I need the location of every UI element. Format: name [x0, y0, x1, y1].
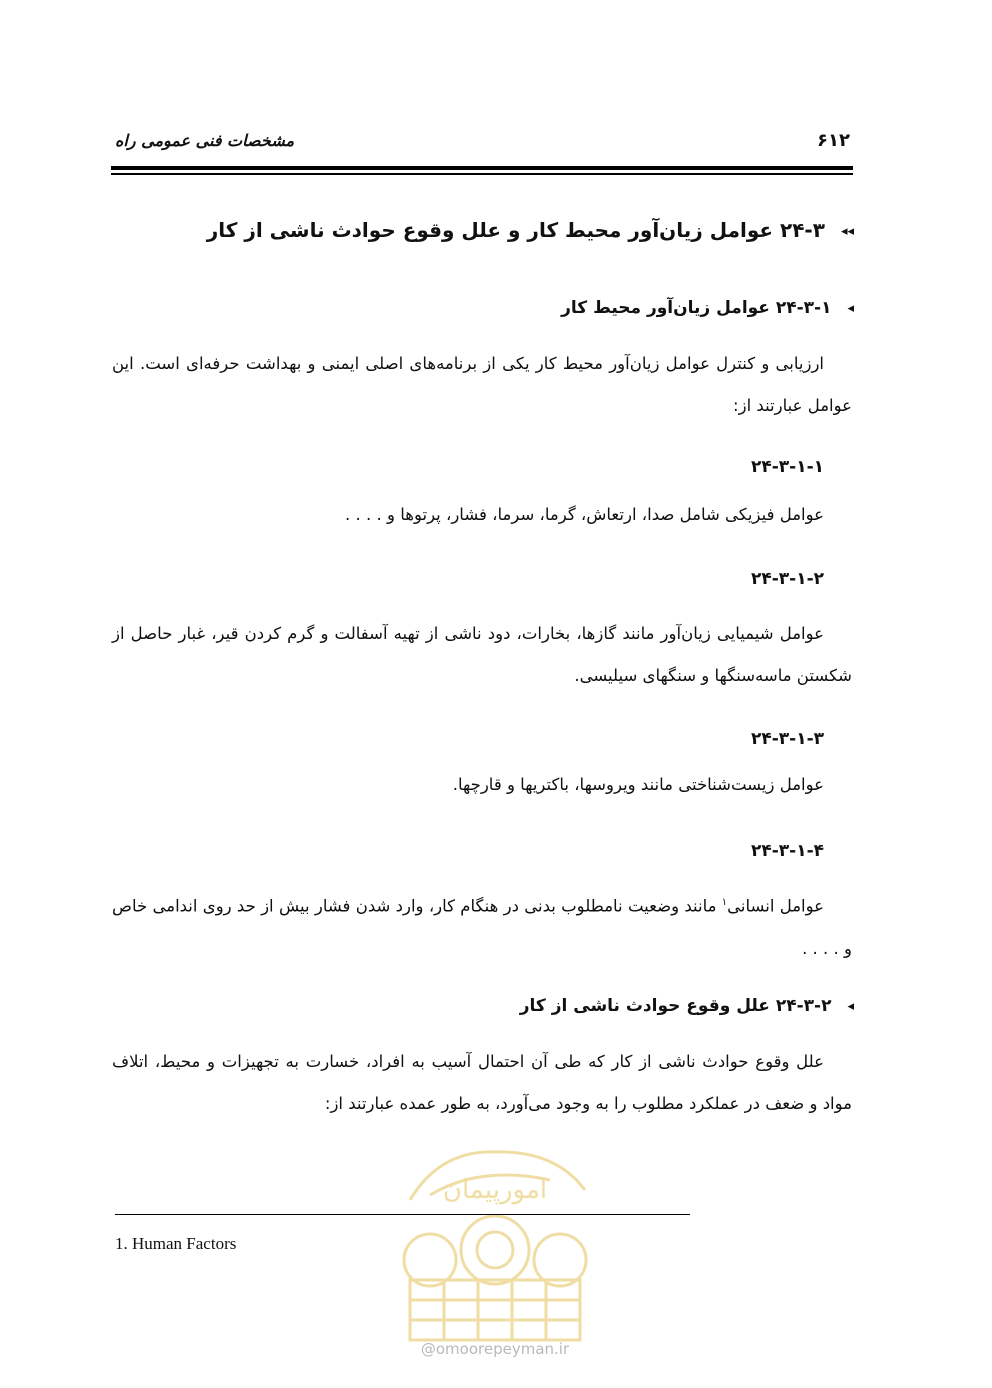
gear-logo-icon — [380, 1140, 610, 1360]
item-4-text: عوامل انسانی$^۱$ مانند وضعیت نامطلوب بدنی در هنگام کار، وارد شدن فشار بیش از حد روی اندامی خاص و . . . . — [112, 896, 852, 958]
svg-text:امورپیمان: امورپیمان — [442, 1175, 548, 1205]
section-1-intro: ارزیابی و کنترل عوامل زیان‌آور محیط کار یکی از برنامه‌های اصلی ایمنی و بهداشت حرفه‌ای است. این عوامل عبارتند از: — [112, 354, 852, 415]
header-rule-thin — [111, 173, 853, 175]
section-2-title: ۲۴-۳-۲ علل وقوع حوادث ناشی از کار — [519, 996, 832, 1016]
main-heading — [207, 218, 854, 242]
section-2-heading — [520, 996, 854, 1016]
header-rule-thick — [111, 166, 853, 170]
section-2-intro: علل وقوع حوادث ناشی از کار که طی آن احتمال آسیب به افراد، خسارت به تجهیزات و محیط، اتلاف مواد و ضعف در عملکرد مطلوب را به وجود می‌آورد، به طور عمده عبارتند از: — [112, 1052, 852, 1113]
item-1-number: ۲۴-۳-۱-۱ — [750, 457, 824, 477]
arrow-icon: ◂ — [847, 998, 854, 1014]
arrow-icon: ◂ — [847, 300, 854, 316]
item-3-text: عوامل زیست‌شناختی مانند ویروسها، باکتریها و قارچها. — [452, 775, 824, 794]
watermark-url: @omoorepeyman.ir — [420, 1340, 570, 1358]
item-2-text: عوامل شیمیایی زیان‌آور مانند گازها، بخارات، دود ناشی از تهیه آسفالت و گرم کردن قیر، غبار حاصل از شکستن ماسه‌سنگها و سنگهای سیلیسی. — [112, 624, 852, 685]
item-2-number: ۲۴-۳-۱-۲ — [750, 569, 824, 589]
section-1-heading — [561, 298, 854, 318]
section-1-title: ۲۴-۳-۱ عوامل زیان‌آور محیط کار — [561, 298, 832, 318]
watermark-logo — [380, 1140, 610, 1360]
item-3-number: ۲۴-۳-۱-۳ — [750, 729, 824, 749]
page-number: ۶۱۲ — [817, 130, 850, 151]
footnote-reference: ۱ — [721, 897, 728, 908]
item-4-number: ۲۴-۳-۱-۴ — [750, 841, 824, 861]
double-arrow-icon: ◂◂ — [840, 224, 854, 239]
footnote-rule — [115, 1214, 690, 1215]
footnote: 1. Human Factors — [115, 1234, 237, 1253]
running-header-title: مشخصات فنی عمومی راه — [115, 131, 295, 150]
item-1-text: عوامل فیزیکی شامل صدا، ارتعاش، گرما، سرما، فشار، پرتوها و . . . . — [345, 505, 824, 524]
main-heading-text: ۲۴-۳ عوامل زیان‌آور محیط کار و علل وقوع حوادث ناشی از کار — [206, 218, 825, 242]
